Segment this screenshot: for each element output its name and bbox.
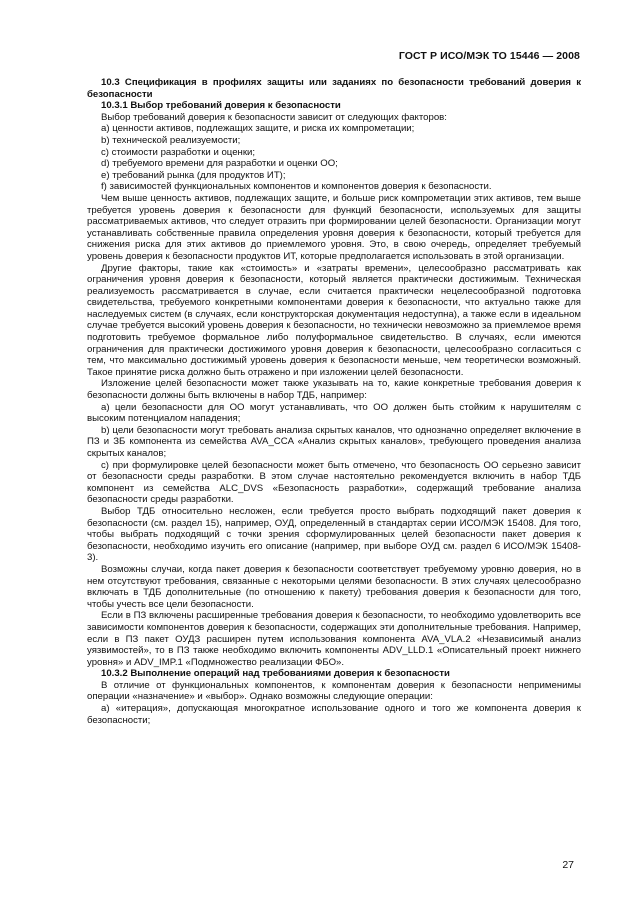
list-item: a) «итерация», допускающая многократное использование одного и того же компонента доверия к безопасности; (87, 703, 581, 726)
list-item: e) требований рынка (для продуктов ИТ); (101, 169, 286, 181)
paragraph: Возможны случаи, когда пакет доверия к безопасности соответствует требуемому уровню доверия, но в нем отсутствуют требования, связанные с некоторыми целями безопасности. В этих случаях целесообразно включать в ТДБ дополнительные (по отношению к пакету) требования доверия к безопасности для того, чтобы учесть все цели безопасности. (87, 563, 581, 610)
subsection-heading-10-3-1: 10.3.1 Выбор требований доверия к безопасности (101, 100, 341, 112)
list-item: a) ценности активов, подлежащих защите, и риска их компрометации; (101, 123, 415, 135)
paragraph: Чем выше ценность активов, подлежащих защите, и больше риск компрометации этих активов, тем выше требуется уровень доверия к безопасности для функций безопасности, используемых для защиты рассматриваемых активов, что следует отразить при формировании целей безопасности. Организации могут устанавливать собственные правила определения уровня доверия к безопасности, который требуется для снижения риска для этих активов до приемлемого уровня. Это, в свою очередь, определяет требуемый уровень доверия к безопасности продуктов ИТ, которые предполагается использовать в этой организации. (87, 192, 581, 262)
page-number: 27 (562, 859, 574, 871)
paragraph: Другие факторы, такие как «стоимость» и «затраты времени», целесообразно рассматривать как ограничения уровня доверия к безопасности, который является практически достижимым. Техническая реализуемость рассматривается в случае, если считается практически нецелесообразной подготовка свидетельства, требуемого конкретными компонентами доверия к безопасности, что актуально также для наследуемых систем (в случаях, если конструкторская документация недоступна), а также если в идеальном случае требуется высокий уровень доверия к безопасности, но технически невозможно за приемлемое время подготовить требуемое формальное либо полуформальное свидетельство. В случаях, если имеются ограничения для практически достижимого уровня доверия к безопасности, целесообразно согласиться с тем, что максимально достижимый уровень доверия к безопасности меньше, чем теоретически возможный. Такое принятие риска должно быть отражено и при изложении целей безопасности. (87, 262, 581, 378)
paragraph: Изложение целей безопасности может также указывать на то, какие конкретные требования доверия к безопасности должны быть включены в набор ТДБ, например: (87, 378, 581, 402)
list-item: b) цели безопасности могут требовать анализа скрытых каналов, что однозначно определяет включение в ПЗ и ЗБ компонента из семейства AVA_CCA «Анализ скрытых каналов», требующего проведения анализа скрытых каналов; (87, 424, 581, 459)
paragraph: Выбор требований доверия к безопасности зависит от следующих факторов: (101, 111, 447, 123)
paragraph: Если в ПЗ включены расширенные требования доверия к безопасности, то необходимо удовлетворить все зависимости компонентов доверия к безопасности, содержащих эти дополнительные требования. Например, если в ПЗ пакет ОУДЗ расширен путем использования компонента AVA_VLA.2 «Независимый анализ уязвимостей», то в ПЗ также необходимо включить компоненты ADV_LLD.1 «Описательный проект нижнего уровня» и ADV_IMP.1 «Подмножество реализации ФБО». (87, 610, 581, 668)
list-item: d) требуемого времени для разработки и оценки ОО; (101, 158, 338, 170)
subsection-heading-10-3-2: 10.3.2 Выполнение операций над требованиями доверия к безопасности (101, 668, 450, 680)
list-item: c) стоимости разработки и оценки; (101, 146, 256, 158)
section-heading-10-3: 10.3 Спецификация в профилях защиты или заданиях по безопасности требований доверия к безопасности (87, 77, 581, 100)
document-header: ГОСТ Р ИСО/МЭК ТО 15446 — 2008 (398, 50, 580, 62)
list-item: b) технической реализуемости; (101, 134, 241, 146)
document-body (87, 77, 581, 726)
list-item: c) при формулировке целей безопасности может быть отмечено, что безопасность ОО серьезно зависит от безопасности среды разработки. В этом случае настоятельно рекомендуется включить в набор ТДБ компонент из семейства ALC_DVS «Безопасность разработки», содержащий требование анализа безопасности среды разработки. (87, 459, 581, 506)
paragraph: Выбор ТДБ относительно несложен, если требуется просто выбрать подходящий пакет доверия к безопасности (см. раздел 15), например, ОУД, определенный в стандартах серии ИСО/МЭК 15408. Для того, чтобы выбрать подходящий с точки зрения сформулированных целей безопасности пакет доверия к безопасности, необходимо изучить его описание (например, при выборе ОУД см. раздел 6 ИСО/МЭК 15408-3). (87, 505, 581, 564)
list-item: a) цели безопасности для ОО могут устанавливать, что ОО должен быть стойким к нарушителям с высоким потенциалом нападения; (87, 401, 581, 425)
list-item: f) зависимостей функциональных компонентов и компонентов доверия к безопасности. (101, 181, 492, 193)
paragraph: В отличие от функциональных компонентов, к компонентам доверия к безопасности неприменимы операции «назначение» и «выбор». Однако возможны следующие операции: (87, 679, 581, 703)
